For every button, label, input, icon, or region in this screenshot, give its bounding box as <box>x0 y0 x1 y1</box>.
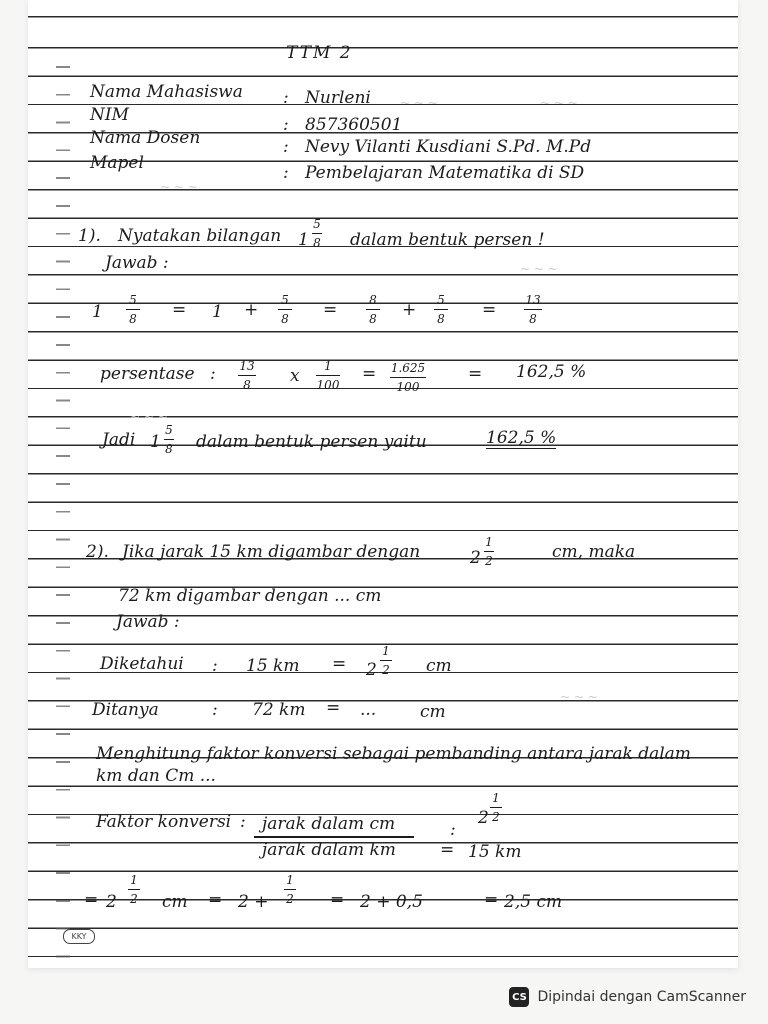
margin-ticks <box>56 40 70 960</box>
numerator: 1 <box>324 359 332 373</box>
equals-sign: = <box>208 890 223 910</box>
denominator: 8 <box>165 442 173 457</box>
page-footer-mark: KKY <box>63 929 95 944</box>
plus-sign: + <box>244 300 259 320</box>
numerator: 1 <box>382 644 390 658</box>
colon: : <box>240 812 246 832</box>
q2-faktor-km: 15 km <box>468 842 522 862</box>
q2-ditanya-label: Ditanya <box>92 700 159 720</box>
camscanner-watermark <box>509 984 746 1010</box>
q1-jawab: Jawab : <box>105 253 169 273</box>
q1-jadi-label: Jadi <box>102 430 136 450</box>
denominator: 2 <box>286 892 294 907</box>
times-sign: x <box>290 366 300 386</box>
q2-line1-a: Jika jarak 15 km digambar dengan <box>122 542 421 562</box>
fraction <box>164 424 174 455</box>
numerator: 13 <box>525 293 541 307</box>
equals-sign: = <box>172 300 187 320</box>
q2-calc-b: 2 + 0,5 <box>360 892 423 912</box>
q2-faktor-whole: 2 <box>478 808 489 828</box>
q1-prompt-whole: 1 <box>298 230 309 250</box>
q2-number: 2). <box>86 542 109 562</box>
q1-jadi-text: dalam bentuk persen yaitu <box>196 432 427 452</box>
fraction <box>380 645 392 676</box>
denominator: 2 <box>485 554 493 569</box>
denominator: 8 <box>243 378 251 393</box>
denominator: 8 <box>437 312 445 327</box>
equals-sign: = <box>323 300 338 320</box>
bleed-through-mark: ~ ~ ~ <box>560 690 598 704</box>
colon: : <box>210 364 216 384</box>
plus-sign: + <box>402 300 417 320</box>
page-title: TTM 2 <box>286 43 353 63</box>
q1-jadi-whole: 1 <box>150 432 161 452</box>
label-mapel: Mapel <box>90 153 144 173</box>
q2-faktor-divide: : <box>450 820 456 840</box>
colon: : <box>283 115 289 135</box>
q2-line1-b: cm, maka <box>552 542 636 562</box>
bleed-through-mark: ~ ~ ~ <box>160 180 198 194</box>
q1-persentase-result: 162,5 % <box>516 362 587 382</box>
bleed-through-mark: ~ ~ ~ <box>400 96 438 110</box>
bleed-through-mark: ~ ~ ~ <box>130 410 168 424</box>
equals-sign: = <box>482 300 497 320</box>
fraction <box>524 294 542 325</box>
q1-prompt-a: Nyatakan bilangan <box>118 226 282 246</box>
camscanner-logo-icon: CS <box>509 987 529 1007</box>
q2-diketahui-label: Diketahui <box>100 654 184 674</box>
equals-sign: = <box>362 364 377 384</box>
q2-jawab: Jawab : <box>116 612 180 632</box>
q2-line1-whole: 2 <box>470 548 481 568</box>
bleed-through-mark: ~ ~ ~ <box>520 262 558 276</box>
q1-number: 1). <box>78 226 101 246</box>
numerator: 13 <box>239 359 255 373</box>
q2-ditanya-dots: ... <box>360 700 377 720</box>
value-mapel: Pembelajaran Matematika di SD <box>305 163 585 183</box>
q2-faktor-numerator-text: jarak dalam cm <box>262 814 396 834</box>
fraction <box>128 874 140 905</box>
numerator: 5 <box>437 293 445 307</box>
fraction <box>238 360 256 391</box>
denominator: 8 <box>369 312 377 327</box>
colon: : <box>283 163 289 183</box>
colon: : <box>212 656 218 676</box>
q2-diketahui-whole: 2 <box>366 660 377 680</box>
fraction <box>434 294 448 325</box>
bleed-through-mark: ~ ~ ~ <box>540 96 578 110</box>
denominator: 8 <box>281 312 289 327</box>
numerator: 1 <box>130 873 138 887</box>
denominator: 8 <box>313 236 321 251</box>
value-nama-dosen: Nevy Vilanti Kusdiani S.Pd. M.Pd <box>305 137 592 157</box>
numerator: 5 <box>129 293 137 307</box>
equals-sign: = <box>84 890 99 910</box>
numerator: 1 <box>485 535 493 549</box>
denominator: 2 <box>130 892 138 907</box>
fraction <box>284 874 296 905</box>
numerator: 8 <box>369 293 377 307</box>
equals-sign: = <box>440 840 455 860</box>
numerator: 1 <box>492 791 500 805</box>
fraction <box>126 294 140 325</box>
q2-explain-line1: Menghitung faktor konversi sebagai pembanding antara jarak dalam <box>96 744 691 764</box>
q2-explain-line2: km dan Cm ... <box>96 766 216 786</box>
q1-prompt-b: dalam bentuk persen ! <box>350 230 545 250</box>
denominator: 2 <box>492 810 500 825</box>
q2-calc-result: 2,5 cm <box>504 892 563 912</box>
equals-sign: = <box>330 890 345 910</box>
fraction <box>366 294 380 325</box>
fraction <box>316 360 340 391</box>
fraction <box>278 294 292 325</box>
denominator: 100 <box>316 378 340 393</box>
numerator: 5 <box>313 217 321 231</box>
numerator: 5 <box>165 423 173 437</box>
denominator: 100 <box>396 380 420 395</box>
fraction <box>390 362 426 393</box>
camscanner-label: Dipindai dengan CamScanner <box>537 989 746 1005</box>
numerator: 5 <box>281 293 289 307</box>
q1-eq-term: 1 <box>212 302 223 322</box>
equals-sign: = <box>484 890 499 910</box>
q2-faktor-label: Faktor konversi <box>96 812 232 832</box>
q1-prompt-fraction <box>312 218 322 249</box>
label-nim: NIM <box>90 105 129 125</box>
q2-ditanya-unit: cm <box>420 702 446 722</box>
colon: : <box>283 88 289 108</box>
numerator: 1.625 <box>390 361 426 375</box>
value-nim: 857360501 <box>305 115 403 135</box>
fraction-bar <box>254 836 414 838</box>
fraction <box>484 536 494 567</box>
q1-persentase-label: persentase <box>100 364 195 384</box>
denominator: 2 <box>382 663 390 678</box>
denominator: 8 <box>129 312 137 327</box>
label-nama-mahasiswa: Nama Mahasiswa <box>90 82 243 102</box>
q1-jadi-result: 162,5 % <box>486 428 557 448</box>
q2-calc-unit: cm <box>162 892 188 912</box>
fraction <box>490 792 502 823</box>
colon: : <box>212 700 218 720</box>
q2-line2: 72 km digambar dengan ... cm <box>118 586 382 606</box>
q2-ditanya-km: 72 km <box>252 700 306 720</box>
colon: : <box>283 137 289 157</box>
q2-faktor-denominator-text: jarak dalam km <box>262 840 396 860</box>
q1-eq-whole: 1 <box>92 302 103 322</box>
denominator: 8 <box>529 312 537 327</box>
numerator: 1 <box>286 873 294 887</box>
q2-diketahui-unit: cm <box>426 656 452 676</box>
value-nama-mahasiswa: Nurleni <box>305 88 371 108</box>
q2-diketahui-km: 15 km <box>246 656 300 676</box>
equals-sign: = <box>332 654 347 674</box>
q2-calc-a: 2 + <box>238 892 269 912</box>
label-nama-dosen: Nama Dosen <box>90 128 201 148</box>
equals-sign: = <box>468 364 483 384</box>
q2-calc-whole: 2 <box>106 892 117 912</box>
equals-sign: = <box>326 698 341 718</box>
